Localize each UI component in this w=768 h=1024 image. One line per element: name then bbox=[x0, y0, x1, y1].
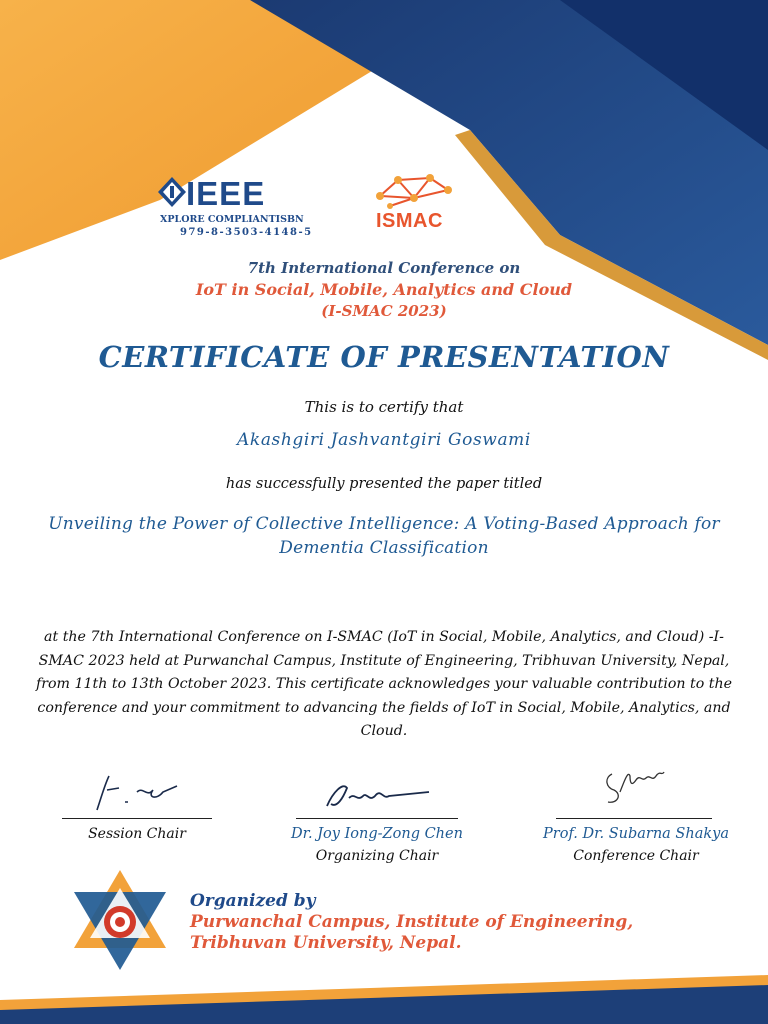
ieee-wordmark: IEEE bbox=[186, 175, 266, 212]
conference-chair-name: Prof. Dr. Subarna Shakya bbox=[543, 826, 729, 842]
ieee-isbn-number: 979-8-3503-4148-5 bbox=[180, 227, 313, 238]
conference-chair-line bbox=[556, 818, 712, 819]
tribhuvan-university-emblem bbox=[66, 866, 174, 974]
network-nodes-icon bbox=[370, 168, 470, 212]
certificate-title: CERTIFICATE OF PRESENTATION bbox=[98, 340, 670, 374]
session-chair-role: Session Chair bbox=[88, 826, 186, 842]
conference-name: IoT in Social, Mobile, Analytics and Cloud bbox=[195, 280, 573, 299]
ieee-logo bbox=[158, 175, 338, 250]
organizer-name-line2: Tribhuvan University, Nepal. bbox=[190, 933, 462, 953]
ismac-wordmark: ISMAC bbox=[376, 210, 443, 232]
certify-text: This is to certify that bbox=[304, 398, 464, 416]
conference-chair-role: Conference Chair bbox=[573, 848, 699, 864]
ieee-isbn-label: XPLORE COMPLIANTISBN bbox=[160, 214, 304, 225]
paper-title: Unveiling the Power of Collective Intelligence: A Voting-Based Approach for Dementia Classification bbox=[48, 514, 720, 558]
conference-acronym: (I-SMAC 2023) bbox=[321, 302, 447, 320]
ismac-logo bbox=[370, 168, 470, 238]
recipient-name: Akashgiri Jashvantgiri Goswami bbox=[237, 430, 531, 450]
ieee-diamond-icon bbox=[158, 177, 186, 207]
organizing-chair-name: Dr. Joy Iong-Zong Chen bbox=[291, 826, 463, 842]
organizing-chair-role: Organizing Chair bbox=[315, 848, 439, 864]
conference-edition: 7th International Conference on bbox=[247, 259, 521, 277]
session-chair-signature bbox=[85, 770, 195, 816]
conference-chair-signature bbox=[594, 764, 684, 810]
organizing-chair-signature bbox=[315, 776, 445, 816]
presented-text: has successfully presented the paper titled bbox=[225, 476, 543, 492]
organizing-chair-line bbox=[296, 818, 458, 819]
certificate-body: at the 7th International Conference on I-SMAC (IoT in Social, Mobile, Analytics, and Cloud) -I-SMAC 2023 held at Purwanchal Campus, Institute of Engineering, Tribhuvan University, Nepal, from 11th to 13th October 2023. This certificate acknowledges your valuable contribution to the conference and your commitment to advancing the fields of IoT in Social, Mobile, Analytics, and Cloud. bbox=[35, 629, 733, 739]
organized-by-label: Organized by bbox=[190, 891, 316, 911]
organizer-name-line1: Purwanchal Campus, Institute of Engineering, bbox=[190, 912, 634, 932]
session-chair-line bbox=[62, 818, 212, 819]
